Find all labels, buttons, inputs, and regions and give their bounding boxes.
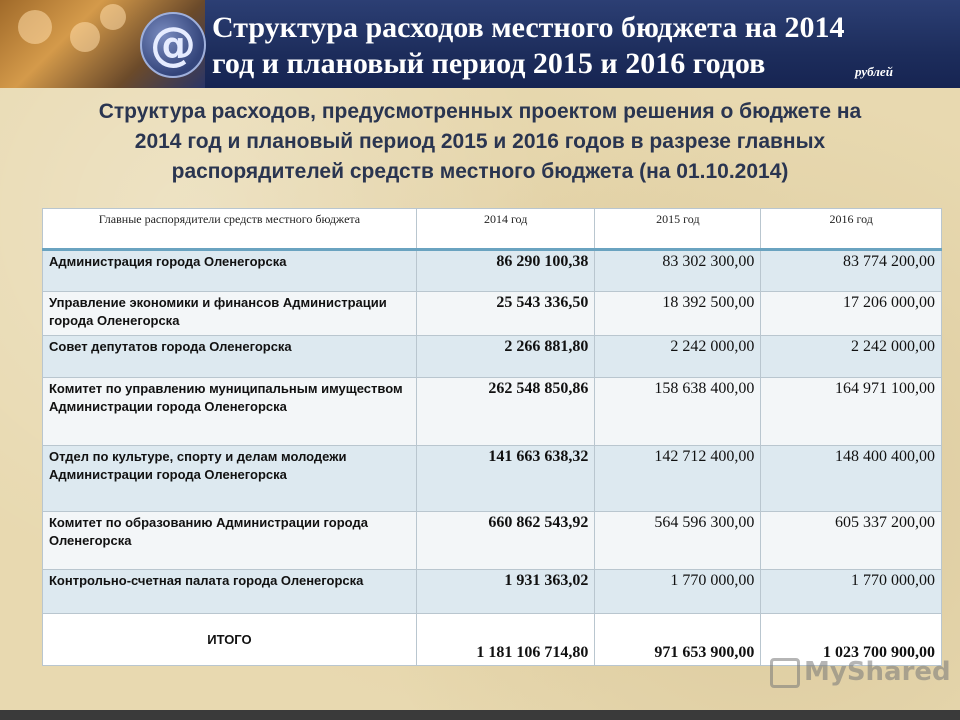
cell-2015: 564 596 300,00 (595, 512, 761, 570)
cell-2014: 25 543 336,50 (416, 292, 595, 336)
cell-2014: 141 663 638,32 (416, 446, 595, 512)
row-name: Комитет по образованию Администрации города Оленегорска (43, 512, 417, 570)
cell-2014: 660 862 543,92 (416, 512, 595, 570)
table-row (43, 512, 942, 570)
table-row (43, 570, 942, 614)
cell-2014: 2 266 881,80 (416, 336, 595, 378)
person-figure-icon (100, 4, 126, 30)
header-logo-area (0, 0, 205, 88)
slide-title-line2: год и плановый период 2015 и 2016 годов (212, 47, 766, 80)
column-header-2015: 2015 год (595, 209, 761, 250)
total-2015: 971 653 900,00 (595, 614, 761, 666)
cell-2015: 158 638 400,00 (595, 378, 761, 446)
footer-bar (0, 710, 960, 720)
cell-2015: 142 712 400,00 (595, 446, 761, 512)
cell-2016: 148 400 400,00 (761, 446, 942, 512)
table-caption-line2: 2014 год и плановый период 2015 и 2016 годов в разрезе главных (134, 130, 826, 153)
currency-label: рублей (855, 64, 893, 79)
cell-2014: 262 548 850,86 (416, 378, 595, 446)
total-2014: 1 181 106 714,80 (416, 614, 595, 666)
total-2016: 1 023 700 900,00 (761, 614, 942, 666)
cell-2014: 86 290 100,38 (416, 250, 595, 292)
cell-2016: 605 337 200,00 (761, 512, 942, 570)
table-header-row (43, 209, 942, 250)
row-name: Контрольно-счетная палата города Оленегорска (43, 570, 417, 614)
budget-table (42, 208, 942, 666)
row-name: Отдел по культуре, спорту и делам молодежи Администрации города Оленегорска (43, 446, 417, 512)
table-caption (40, 97, 920, 187)
person-figure-icon (70, 22, 100, 52)
cell-2016: 83 774 200,00 (761, 250, 942, 292)
row-name: Администрация города Оленегорска (43, 250, 417, 292)
table-row (43, 378, 942, 446)
slide-title-line1: Структура расходов местного бюджета на 2014 (212, 11, 845, 44)
at-sign-icon: @ (140, 12, 206, 78)
row-name: Комитет по управлению муниципальным имуществом Администрации города Оленегорска (43, 378, 417, 446)
person-figure-icon (18, 10, 52, 44)
table-row (43, 336, 942, 378)
cell-2016: 17 206 000,00 (761, 292, 942, 336)
cell-2014: 1 931 363,02 (416, 570, 595, 614)
slide-title (212, 10, 912, 82)
row-name: Управление экономики и финансов Администрации города Оленегорска (43, 292, 417, 336)
cell-2015: 18 392 500,00 (595, 292, 761, 336)
table-caption-line3: распорядителей средств местного бюджета (на 01.10.2014) (171, 160, 789, 183)
watermark (770, 657, 951, 688)
total-label: ИТОГО (43, 614, 417, 666)
cell-2016: 2 242 000,00 (761, 336, 942, 378)
cell-2016: 1 770 000,00 (761, 570, 942, 614)
table-row (43, 446, 942, 512)
cell-2015: 2 242 000,00 (595, 336, 761, 378)
table-row (43, 250, 942, 292)
table-caption-line1: Структура расходов, предусмотренных проектом решения о бюджете на (98, 100, 862, 123)
row-name: Совет депутатов города Оленегорска (43, 336, 417, 378)
column-header-distributor: Главные распорядители средств местного бюджета (43, 209, 417, 250)
cell-2016: 164 971 100,00 (761, 378, 942, 446)
presentation-icon (770, 658, 800, 688)
cell-2015: 1 770 000,00 (595, 570, 761, 614)
column-header-2016: 2016 год (761, 209, 942, 250)
cell-2015: 83 302 300,00 (595, 250, 761, 292)
column-header-2014: 2014 год (416, 209, 595, 250)
table-row (43, 292, 942, 336)
watermark-text: MyShared (804, 657, 951, 687)
slide-header (0, 0, 960, 88)
